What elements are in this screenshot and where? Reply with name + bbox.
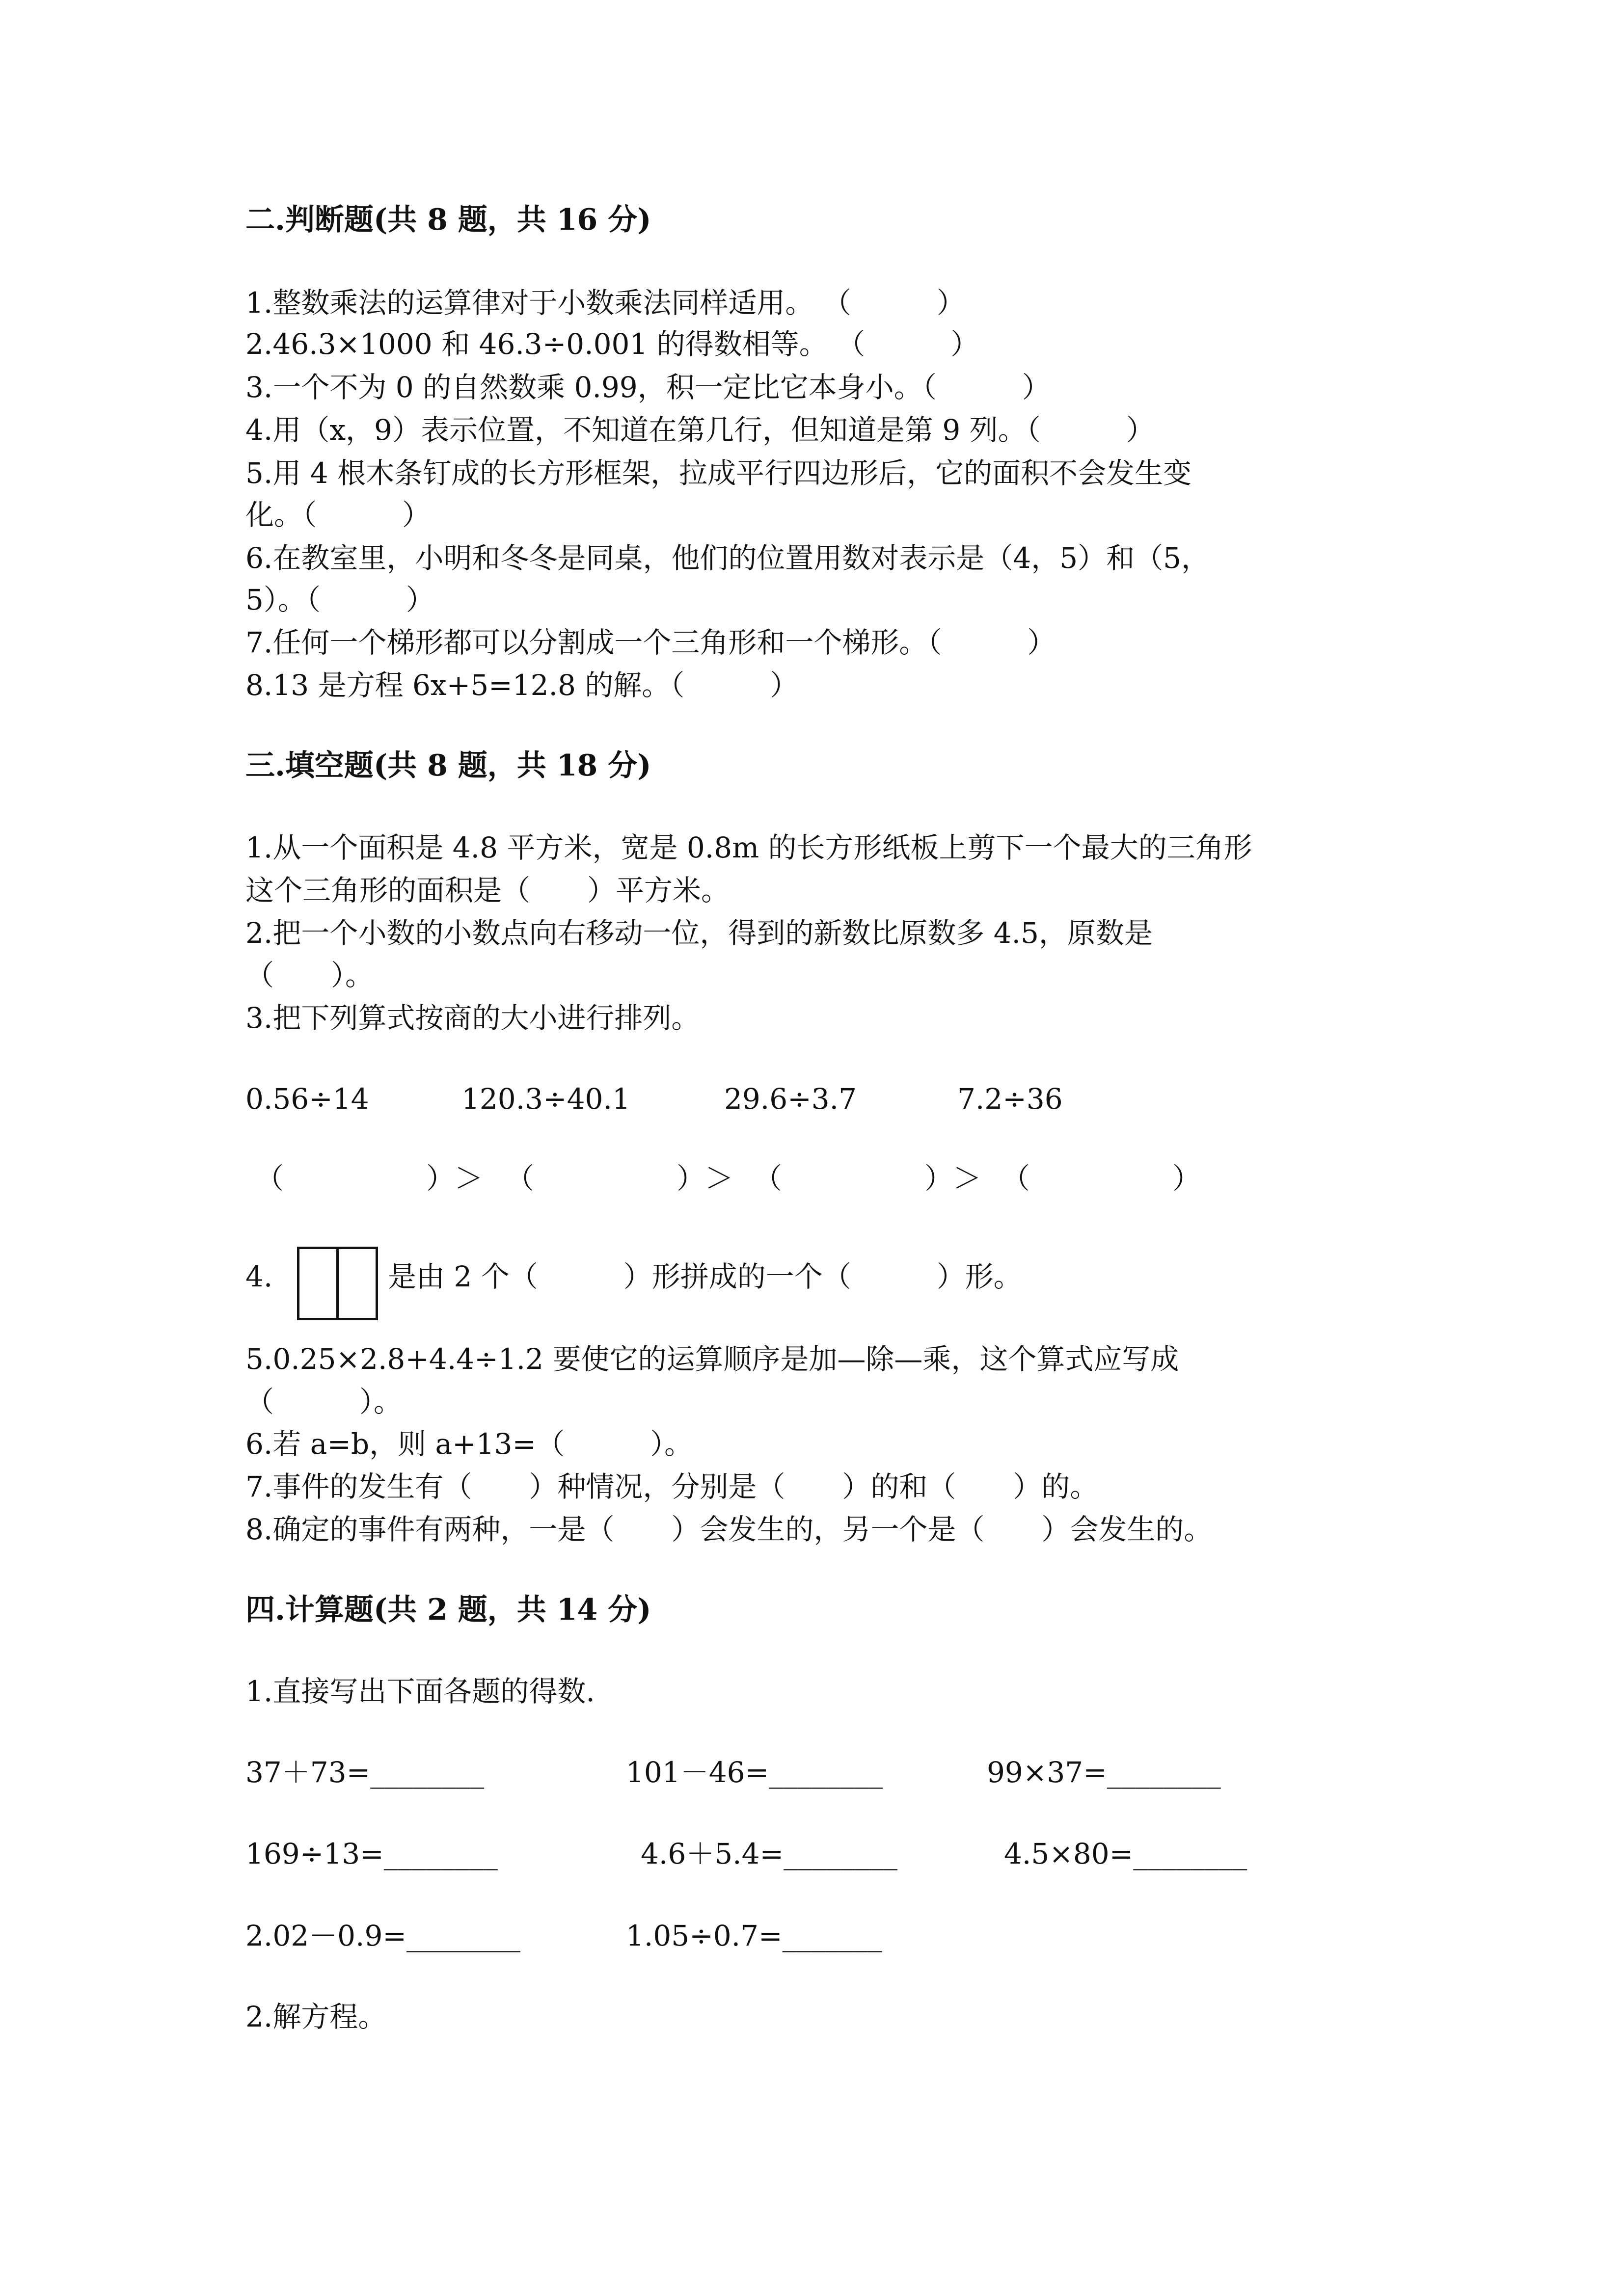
expression-2: 120.3÷40.1 bbox=[461, 1082, 630, 1116]
order-blank-4: （ ） bbox=[1001, 1162, 1201, 1195]
order-blank-2: （ ）＞ bbox=[506, 1162, 734, 1195]
judge-question-4: 4.用（x，9）表示位置，不知道在第几行，但知道是第 9 列。（ ） bbox=[245, 413, 1155, 447]
fill-question-2-line-2: （ ）。 bbox=[245, 959, 374, 992]
judge-question-5-line-1: 5.用 4 根木条钉成的长方形框架，拉成平行四边形后，它的面积不会发生变 bbox=[245, 456, 1192, 490]
judge-question-7: 7.任何一个梯形都可以分割成一个三角形和一个梯形。（ ） bbox=[245, 626, 1056, 659]
calc-item-1-3: 99×37=________ bbox=[987, 1756, 1221, 1789]
judge-question-3: 3.一个不为 0 的自然数乘 0.99，积一定比它本身小。（ ） bbox=[245, 371, 1051, 404]
fill-question-6: 6.若 a=b，则 a+13=（ ）。 bbox=[245, 1427, 693, 1461]
fill-question-5-line-2: （ ）。 bbox=[245, 1385, 403, 1418]
fill-question-5-line-1: 5.0.25×2.8+4.4÷1.2 要使它的运算顺序是加—除—乘，这个算式应写成 bbox=[245, 1342, 1179, 1376]
section-4-heading: 四.计算题(共 2 题，共 14 分) bbox=[245, 1593, 651, 1627]
order-blank-3: （ ）＞ bbox=[754, 1162, 982, 1195]
judge-question-2: 2.46.3×1000 和 46.3÷0.001 的得数相等。 （ ） bbox=[245, 327, 979, 361]
section-2-heading: 二.判断题(共 8 题，共 16 分) bbox=[245, 203, 651, 237]
judge-question-5-line-2: 化。（ ） bbox=[245, 498, 431, 532]
calc-question-2: 2.解方程。 bbox=[245, 2000, 387, 2033]
fill-question-1-line-1: 1.从一个面积是 4.8 平方米，宽是 0.8m 的长方形纸板上剪下一个最大的三角形 bbox=[245, 831, 1252, 864]
calc-item-1-1: 37＋73=________ bbox=[245, 1756, 485, 1789]
fill-question-3: 3.把下列算式按商的大小进行排列。 bbox=[245, 1001, 700, 1035]
judge-question-6-line-1: 6.在教室里，小明和冬冬是同桌，他们的位置用数对表示是（4，5）和（5， bbox=[245, 541, 1210, 575]
judge-question-6-line-2: 5）。（ ） bbox=[245, 583, 434, 616]
fill-question-4-number: 4. bbox=[245, 1260, 273, 1293]
calc-item-2-2: 4.6＋5.4=________ bbox=[641, 1837, 898, 1870]
calc-item-3-2: 1.05÷0.7=_______ bbox=[626, 1919, 882, 1952]
calc-item-2-3: 4.5×80=________ bbox=[1004, 1837, 1247, 1870]
fill-question-8: 8.确定的事件有两种，一是（ ）会发生的，另一个是（ ）会发生的。 bbox=[245, 1513, 1213, 1546]
rectangle-divider bbox=[336, 1249, 339, 1318]
order-blank-1: （ ）＞ bbox=[255, 1162, 484, 1195]
fill-question-2-line-1: 2.把一个小数的小数点向右移动一位，得到的新数比原数多 4.5，原数是 bbox=[245, 916, 1153, 950]
calc-item-1-2: 101－46=________ bbox=[626, 1756, 883, 1789]
expression-3: 29.6÷3.7 bbox=[724, 1082, 857, 1116]
calc-item-3-1: 2.02－0.9=________ bbox=[245, 1919, 520, 1952]
calc-question-1: 1.直接写出下面各题的得数. bbox=[245, 1675, 595, 1708]
section-3-heading: 三.填空题(共 8 题，共 18 分) bbox=[245, 748, 651, 783]
fill-question-7: 7.事件的发生有（ ）种情况，分别是（ ）的和（ ）的。 bbox=[245, 1470, 1099, 1503]
judge-question-1: 1.整数乘法的运算律对于小数乘法同样适用。 （ ） bbox=[245, 286, 965, 320]
calc-item-2-1: 169÷13=________ bbox=[245, 1837, 498, 1870]
rectangle-figure bbox=[297, 1247, 378, 1320]
fill-question-4-text: 是由 2 个（ ）形拼成的一个（ ）形。 bbox=[388, 1260, 1022, 1293]
fill-question-1-line-2: 这个三角形的面积是（ ）平方米。 bbox=[245, 874, 730, 907]
expression-4: 7.2÷36 bbox=[957, 1082, 1063, 1116]
judge-question-8: 8.13 是方程 6x+5=12.8 的解。（ ） bbox=[245, 668, 799, 702]
expression-1: 0.56÷14 bbox=[245, 1082, 369, 1116]
